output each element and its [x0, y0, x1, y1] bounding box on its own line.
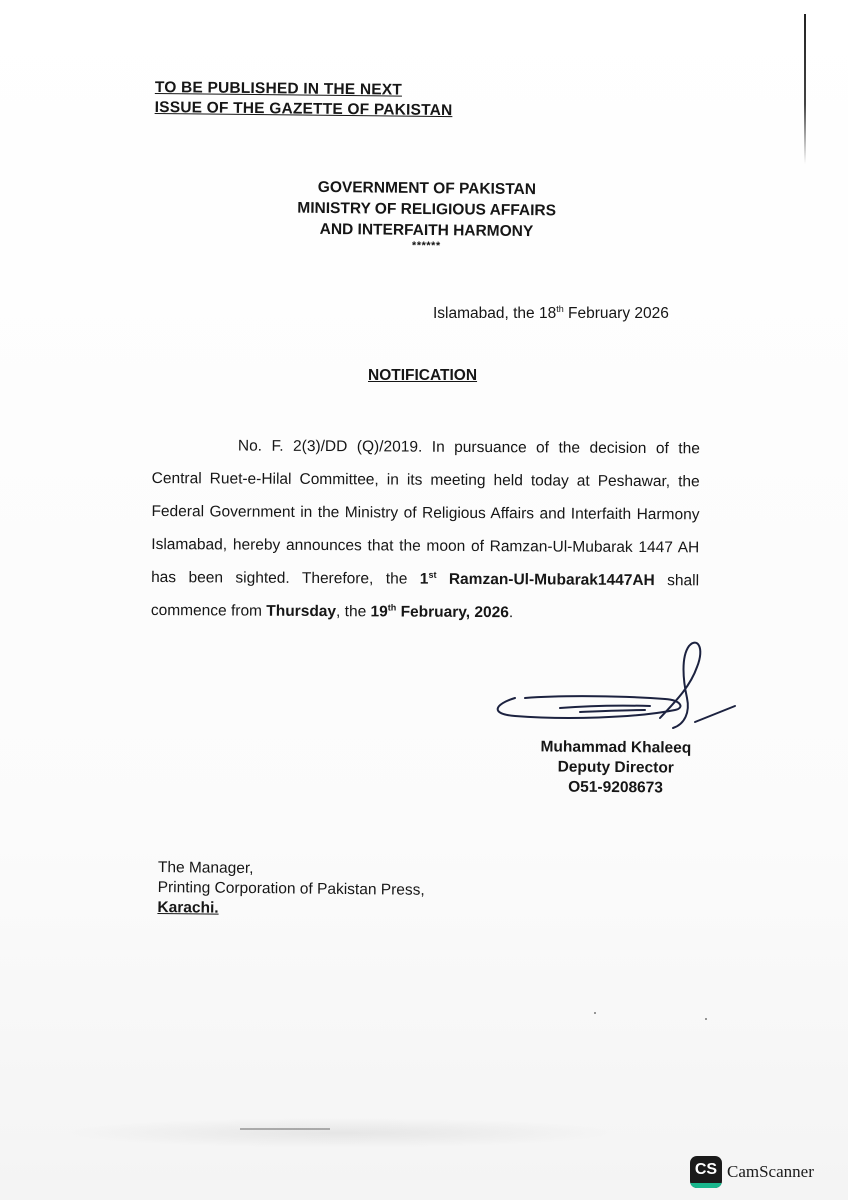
- body-part-2: shall commence from: [150, 572, 700, 620]
- gazette-note-line-2: ISSUE OF THE GAZETTE OF PAKISTAN: [154, 98, 453, 120]
- scan-edge-line: [804, 14, 806, 164]
- signatory-phone: O51-9208673: [568, 778, 664, 797]
- government-line-3: AND INTERFAITH HARMONY: [319, 220, 534, 241]
- addressee-block: [157, 858, 425, 921]
- date-prefix: Islamabad, the 18: [433, 305, 557, 322]
- signatory-title: Deputy Director: [557, 758, 674, 777]
- body-end: .: [508, 604, 514, 622]
- paragraph-indent: [152, 450, 238, 451]
- body-part-1: No. F. 2(3)/DD (Q)/2019. In pursuance of the decision of the Central Ruet-e-Hilal Committee, in its meeting held today at Peshawar, the Federal Government in the Ministry of Religious Affairs and Interfaith Harmony Islamabad, hereby announces that the moon of Ramzan-Ul-Mubarak 1447 AH has been sighted. Therefore, the: [151, 437, 700, 588]
- camscanner-logo-icon: CS: [690, 1156, 722, 1188]
- place-and-date: [433, 304, 669, 324]
- addressee-city: Karachi.: [157, 898, 219, 917]
- notification-body: [151, 429, 700, 630]
- signatory-block: [515, 737, 716, 799]
- body-part-3: , the: [336, 603, 371, 621]
- camscanner-watermark: [690, 1156, 814, 1188]
- government-heading: [253, 176, 600, 253]
- separator-stars: ******: [411, 239, 441, 253]
- scan-speck: [705, 1018, 707, 1020]
- scan-smudge: [60, 1118, 620, 1148]
- government-line-1: GOVERNMENT OF PAKISTAN: [317, 178, 537, 199]
- addressee-line-1: The Manager,: [157, 858, 254, 878]
- scan-speck: [594, 1012, 596, 1014]
- scan-smudge-line: [240, 1128, 330, 1130]
- gazette-publication-note: [155, 78, 453, 121]
- notification-heading: NOTIFICATION: [368, 367, 478, 384]
- addressee-line-2: Printing Corporation of Pakistan Press,: [157, 878, 425, 899]
- commence-ramzan: 1st Ramzan-Ul-Mubarak1447AH: [419, 569, 655, 590]
- date-ordinal: th: [556, 304, 564, 314]
- gazette-note-line-1: TO BE PUBLISHED IN THE NEXT: [154, 78, 403, 99]
- commence-day: Thursday: [266, 602, 337, 621]
- camscanner-label: CamScanner: [727, 1162, 814, 1181]
- handwritten-signature: [485, 632, 740, 742]
- signatory-name: Muhammad Khaleeq: [540, 738, 692, 757]
- government-line-2: MINISTRY OF RELIGIOUS AFFAIRS: [297, 199, 557, 220]
- commence-date: 19th February, 2026: [370, 602, 509, 622]
- date-suffix: February 2026: [563, 305, 669, 322]
